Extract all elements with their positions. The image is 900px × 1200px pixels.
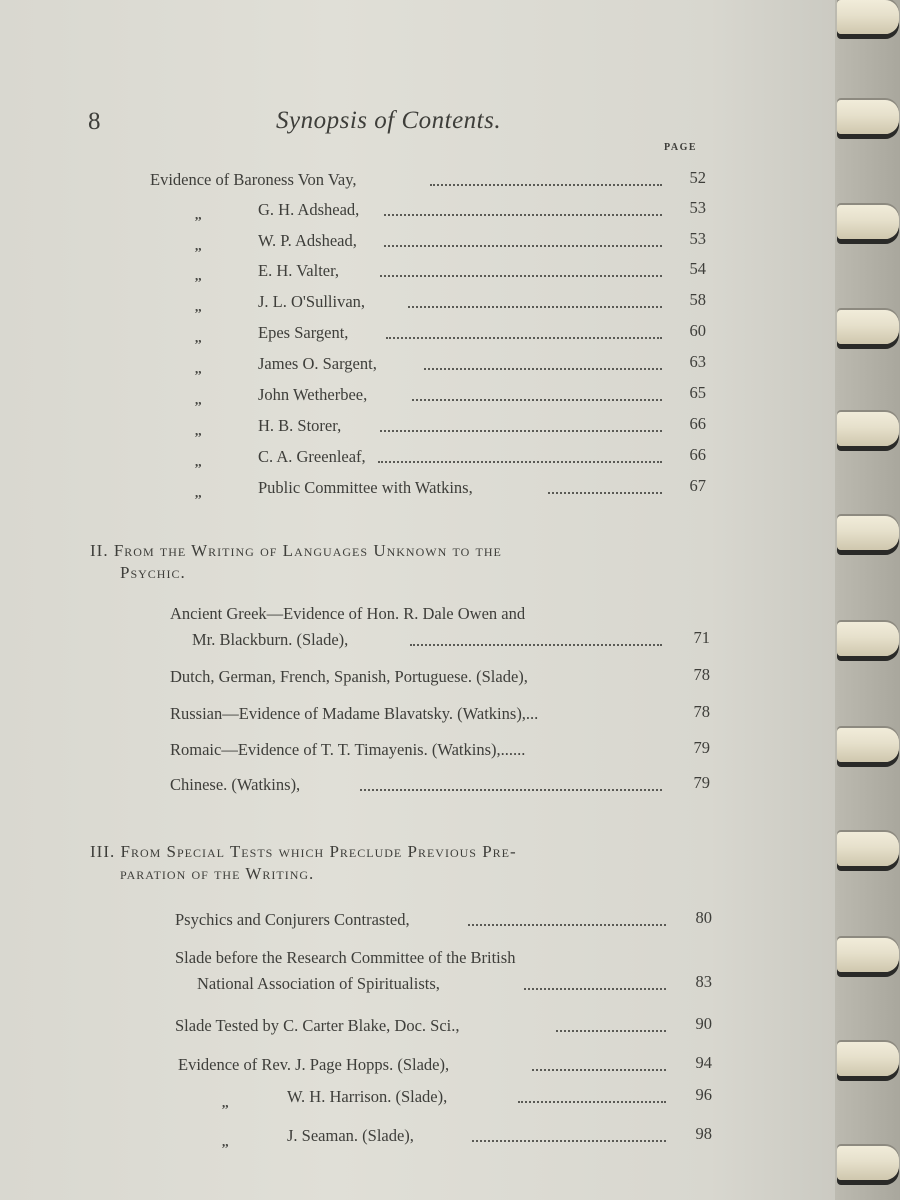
- dot-leader: [532, 1069, 666, 1071]
- ditto-mark: ,,: [195, 423, 202, 438]
- dot-leader: [380, 275, 662, 277]
- dot-leader: [430, 184, 662, 186]
- entry-name: W. P. Adshead,: [258, 231, 357, 250]
- dot-leader: [360, 789, 662, 791]
- binding-coil-icon: [837, 1146, 899, 1180]
- ditto-mark: ,,: [222, 1095, 229, 1110]
- entry-page: 66: [689, 414, 706, 433]
- entry-text: Chinese. (Watkins),: [170, 775, 301, 794]
- entry-name: E. H. Valter,: [258, 261, 340, 280]
- entry-name: J. L. O'Sullivan,: [258, 292, 366, 311]
- entry-text: Dutch, German, French, Spanish, Portuguese. (Slade),: [170, 667, 528, 686]
- entry-page: 96: [695, 1085, 712, 1104]
- section-heading: II. From the Writing of Languages Unknown to the: [90, 541, 502, 560]
- binding-coil-icon: [837, 0, 899, 34]
- entry-name: C. A. Greenleaf,: [258, 447, 366, 466]
- entry-text: J. Seaman. (Slade),: [287, 1126, 414, 1145]
- dot-leader: [410, 644, 662, 646]
- section-heading-continued: Psychic.: [120, 563, 186, 582]
- entry-page: 80: [695, 908, 712, 927]
- entry-text-continued: National Association of Spiritualists,: [197, 974, 440, 993]
- section-heading: III. From Special Tests which Preclude Previous Pre-: [90, 842, 517, 861]
- entry-page: 65: [689, 383, 706, 402]
- entry-page: 98: [695, 1124, 712, 1143]
- entry-page: 58: [689, 290, 706, 309]
- entry-page: 90: [695, 1014, 712, 1033]
- ditto-mark: ,,: [195, 454, 202, 469]
- entry-name: James O. Sargent,: [258, 354, 377, 373]
- binding-coil-icon: [837, 310, 899, 344]
- dot-leader: [378, 461, 662, 463]
- page-column-label: PAGE: [664, 142, 698, 153]
- dot-leader: [424, 368, 662, 370]
- entry-text: Slade before the Research Committee of the British: [175, 948, 516, 967]
- entry-page: 66: [689, 445, 706, 464]
- entry-page: 54: [689, 259, 706, 278]
- ditto-mark: ,,: [195, 238, 202, 253]
- ditto-mark: ,,: [222, 1134, 229, 1149]
- ditto-mark: ,,: [195, 392, 202, 407]
- binding-coil-icon: [837, 938, 899, 972]
- binding-coil-icon: [837, 205, 899, 239]
- section-heading-continued: paration of the Writing.: [120, 864, 315, 883]
- running-header: Synopsis of Contents.: [276, 107, 502, 134]
- entry-page: 53: [689, 198, 706, 217]
- binding-coil-icon: [837, 516, 899, 550]
- ditto-mark: ,,: [195, 207, 202, 222]
- ditto-mark: ,,: [195, 330, 202, 345]
- entry-page: 52: [689, 168, 706, 187]
- dot-leader: [548, 492, 662, 494]
- entry-name: Epes Sargent,: [258, 323, 349, 342]
- entry-page: 79: [693, 738, 710, 757]
- ditto-mark: ,,: [195, 485, 202, 500]
- entry-text: Slade Tested by C. Carter Blake, Doc. Sci.,: [175, 1016, 460, 1035]
- binding-coil-icon: [837, 100, 899, 134]
- binding-coil-icon: [837, 622, 899, 656]
- dot-leader: [518, 1101, 666, 1103]
- entry-name: John Wetherbee,: [258, 385, 368, 404]
- binding-coil-icon: [837, 832, 899, 866]
- entry-text: Psychics and Conjurers Contrasted,: [175, 910, 410, 929]
- entry-page: 60: [689, 321, 706, 340]
- dot-leader: [524, 988, 666, 990]
- dot-leader: [472, 1140, 666, 1142]
- entry-page: 94: [695, 1053, 712, 1072]
- ditto-mark: ,,: [195, 361, 202, 376]
- entry-page: 83: [695, 972, 712, 991]
- entry-page: 71: [693, 628, 710, 647]
- dot-leader: [384, 214, 662, 216]
- entry-text: Russian—Evidence of Madame Blavatsky. (Watkins),...: [170, 704, 539, 723]
- entry-page: 78: [693, 665, 710, 684]
- dot-leader: [468, 924, 666, 926]
- entry-page: 79: [693, 773, 710, 792]
- entry-name: Baroness Von Vay,: [233, 170, 357, 189]
- entry-name: Public Committee with Watkins,: [258, 478, 473, 497]
- ditto-mark: ,,: [195, 299, 202, 314]
- page-number: 8: [88, 108, 101, 135]
- entry-prefix: Evidence of: [150, 170, 230, 189]
- ditto-mark: ,,: [195, 268, 202, 283]
- dot-leader: [380, 430, 662, 432]
- dot-leader: [412, 399, 662, 401]
- entry-page: 63: [689, 352, 706, 371]
- list-item: [150, 170, 357, 192]
- binding-coil-icon: [837, 728, 899, 762]
- binding-coil-icon: [837, 412, 899, 446]
- entry-name: G. H. Adshead,: [258, 200, 360, 219]
- dot-leader: [384, 245, 662, 247]
- entry-text: Evidence of Rev. J. Page Hopps. (Slade),: [178, 1055, 450, 1074]
- entry-text: Romaic—Evidence of T. T. Timayenis. (Watkins),......: [170, 740, 526, 759]
- spiral-binding: [835, 0, 900, 1200]
- entry-page: 78: [693, 702, 710, 721]
- entry-page: 53: [689, 229, 706, 248]
- entry-text: W. H. Harrison. (Slade),: [287, 1087, 448, 1106]
- dot-leader: [556, 1030, 666, 1032]
- binding-coil-icon: [837, 1042, 899, 1076]
- entry-name: H. B. Storer,: [258, 416, 342, 435]
- dot-leader: [408, 306, 662, 308]
- entry-page: 67: [689, 476, 706, 495]
- dot-leader: [386, 337, 662, 339]
- entry-text: Ancient Greek—Evidence of Hon. R. Dale Owen and: [170, 604, 526, 623]
- entry-text-continued: Mr. Blackburn. (Slade),: [192, 630, 349, 649]
